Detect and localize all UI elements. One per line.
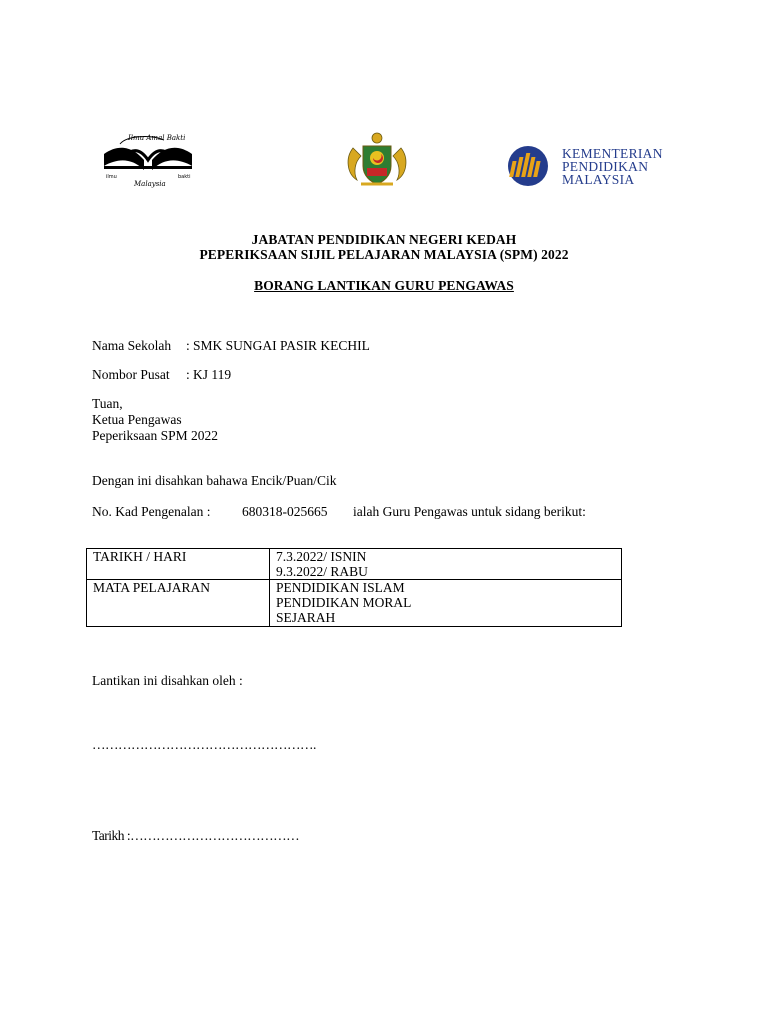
ic-suffix: ialah Guru Pengawas untuk sidang berikut: [353, 504, 586, 519]
date-values-cell [270, 549, 622, 580]
date-line: Tarikh :………………………………… [92, 828, 300, 843]
date-label-cell: TARIKH / HARI [87, 549, 270, 580]
svg-text:bakti: bakti [178, 174, 191, 180]
table-row-subject [87, 580, 622, 627]
kpm-logo [506, 145, 678, 187]
kpm-line-2: PENDIDIKAN [562, 159, 649, 174]
subject-value-3: SEJARAH [276, 610, 336, 625]
centre-number-value: KJ 119 [193, 367, 232, 382]
session-table [86, 548, 622, 627]
recipient-title: Ketua Pengawas [92, 412, 182, 427]
svg-text:Ilmu Amal Bakti: Ilmu Amal Bakti [128, 134, 186, 142]
table-row-date [87, 549, 622, 580]
svg-text:ilmu: ilmu [106, 174, 117, 180]
svg-text:Malaysia: Malaysia [134, 180, 166, 188]
approved-by-label: Lantikan ini disahkan oleh : [92, 673, 243, 688]
centre-number-label: Nombor Pusat [92, 367, 170, 382]
date-value-2: 9.3.2022/ RABU [276, 564, 368, 579]
date-value-1: 7.3.2022/ ISNIN [276, 549, 367, 564]
department-heading: JABATAN PENDIDIKAN NEGERI KEDAH [251, 232, 517, 247]
subject-value-1: PENDIDIKAN ISLAM [276, 580, 405, 595]
subject-label-cell: MATA PELAJARAN [87, 580, 270, 627]
recipient-exam: Peperiksaan SPM 2022 [92, 428, 218, 443]
salutation: Tuan, [92, 396, 123, 411]
kpm-line-1: KEMENTERIAN [562, 146, 663, 161]
kpm-line-3: MALAYSIA [562, 172, 635, 187]
subject-values-cell [270, 580, 622, 627]
kpm-logo-text [562, 147, 663, 186]
school-name-value: SMK SUNGAI PASIR KECHIL [193, 338, 370, 353]
signature-line: ……………………………………………. [92, 737, 316, 752]
centre-number-separator: : [186, 367, 190, 382]
form-title: BORANG LANTIKAN GURU PENGAWAS [254, 278, 514, 293]
subject-value-2: PENDIDIKAN MORAL [276, 595, 412, 610]
ic-label: No. Kad Pengenalan : [92, 504, 211, 519]
confirmation-text: Dengan ini disahkan bahawa Encik/Puan/Cik [92, 473, 337, 488]
exam-heading: PEPERIKSAAN SIJIL PELAJARAN MALAYSIA (SPM) 2022 [199, 247, 569, 262]
kedah-crest-logo [343, 128, 411, 190]
school-name-separator: : [186, 338, 190, 353]
ic-value: 680318-025665 [242, 504, 328, 519]
school-name-label: Nama Sekolah [92, 338, 172, 353]
ilmu-amal-bakti-logo [100, 130, 196, 188]
